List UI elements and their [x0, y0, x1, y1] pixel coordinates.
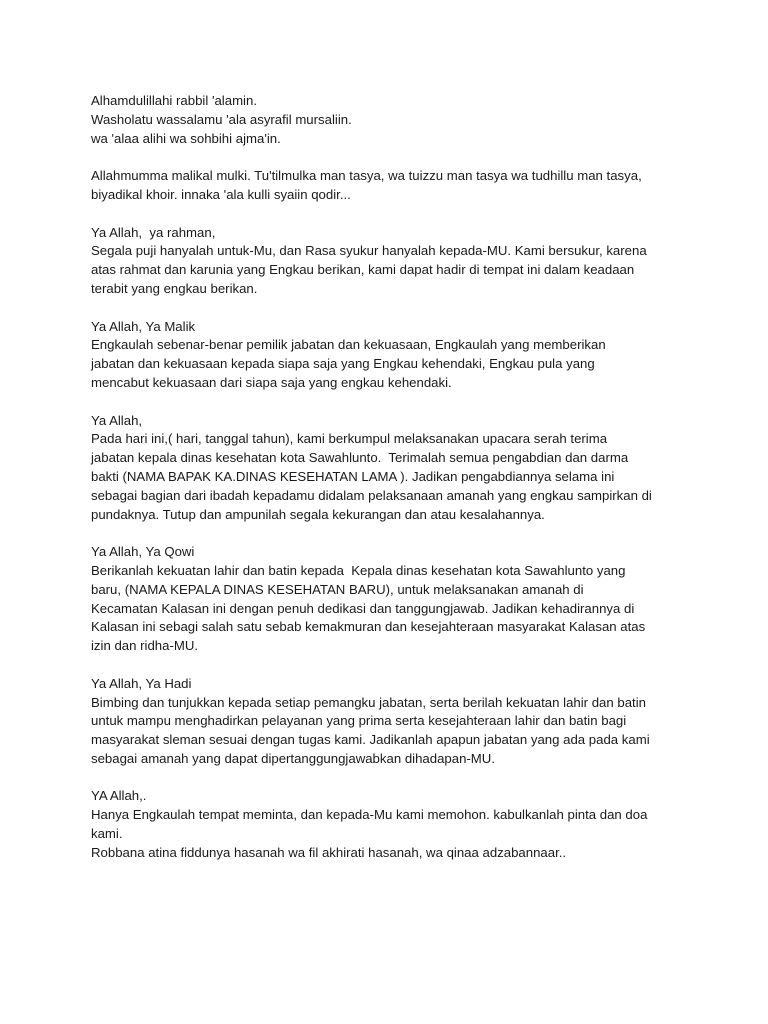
text-line: masyarakat sleman sesuai dengan tugas kami. Jadikanlah apapun jabatan yang ada pada kami [91, 732, 650, 748]
text-line: Segala puji hanyalah untuk-Mu, dan Rasa syukur hanyalah kepada-MU. Kami bersukur, karena [91, 243, 647, 259]
paragraph-malikal-mulki [91, 167, 691, 205]
text-line: Kalasan ini sebagi salah satu sebab kemakmuran dan kesejahteraan masyarakat Kalasan atas [91, 619, 646, 635]
text-line: sebagai amanah yang dapat dipertanggungjawabkan dihadapan-MU. [91, 750, 495, 766]
text-line: Allahmumma malikal mulki. Tu'tilmulka man tasya, wa tuizzu man tasya wa tudhillu man tasya, [91, 168, 642, 184]
text-line: Engkaulah sebenar-benar pemilik jabatan dan kekuasaan, Engkaulah yang memberikan [91, 337, 606, 353]
text-line: atas rahmat dan karunia yang Engkau berikan, kami dapat hadir di tempat ini dalam keadaan [91, 262, 635, 278]
paragraph-ya-rahman [91, 224, 691, 299]
paragraph-heading: Ya Allah, Ya Hadi [91, 675, 192, 691]
paragraph-heading: Ya Allah, Ya Malik [91, 318, 196, 334]
text-line: jabatan kepala dinas kesehatan kota Sawahlunto. Terimalah semua pengabdian dan darma [91, 450, 629, 466]
text-line: izin dan ridha-MU. [91, 638, 199, 654]
text-line: Hanya Engkaulah tempat meminta, dan kepada-Mu kami memohon. kabulkanlah pinta dan doa [91, 807, 648, 823]
text-line: baru, (NAMA KEPALA DINAS KESEHATAN BARU), untuk melaksanakan amanah di [91, 581, 584, 597]
text-line: sebagai bagian dari ibadah kepadamu didalam pelaksanaan amanah yang engkau sampirkan di [91, 487, 652, 503]
text-line: kami. [91, 826, 123, 842]
text-line: biyadikal khoir. innaka 'ala kulli syaiin qodir... [91, 186, 351, 202]
text-line: Robbana atina fiddunya hasanah wa fil akhirati hasanah, wa qinaa adzabannaar.. [91, 844, 567, 860]
text-line: jabatan dan kekuasaan kepada siapa saja yang Engkau kehendaki, Engkau pula yang [91, 356, 595, 372]
text-line: Pada hari ini,( hari, tanggal tahun), kami berkumpul melaksanakan upacara serah terima [91, 431, 608, 447]
text-line: Kecamatan Kalasan ini dengan penuh dedikasi dan tanggungjawab. Jadikan kehadirannya di [91, 600, 635, 616]
text-line: Bimbing dan tunjukkan kepada setiap pemangku jabatan, serta berilah kekuatan lahir dan batin [91, 694, 646, 710]
paragraph-closing [91, 787, 691, 862]
paragraph-heading: Ya Allah, [91, 412, 143, 428]
paragraph-heading: YA Allah,. [91, 788, 147, 804]
text-line: untuk mampu menghadirkan pelayanan yang prima serta kesejahteraan lahir dan batin bagi [91, 713, 627, 729]
paragraph-heading: Ya Allah, Ya Qowi [91, 544, 195, 560]
text-line: bakti (NAMA BAPAK KA.DINAS KESEHATAN LAMA ). Jadikan pengabdiannya selama ini [91, 468, 615, 484]
paragraph-serah-terima [91, 412, 691, 525]
text-line: Alhamdulillahi rabbil 'alamin. [91, 93, 257, 108]
paragraph-opening [91, 92, 691, 148]
text-line: terabit yang engkau berikan. [91, 280, 258, 296]
text-line: Berikanlah kekuatan lahir dan batin kepada Kepala dinas kesehatan kota Sawahlunto yang [91, 562, 626, 578]
paragraph-ya-malik [91, 318, 691, 393]
paragraph-ya-qowi [91, 543, 691, 656]
text-line: pundaknya. Tutup dan ampunilah segala kekurangan dan atau kesalahannya. [91, 506, 545, 522]
text-line: mencabut kekuasaan dari siapa saja yang engkau kehendaki. [91, 374, 452, 390]
text-line: wa 'alaa alihi wa sohbihi ajma'in. [91, 130, 281, 146]
text-line: Washolatu wassalamu 'ala asyrafil mursaliin. [91, 111, 352, 127]
document-body [91, 92, 691, 881]
paragraph-ya-hadi [91, 675, 691, 769]
paragraph-heading: Ya Allah, ya rahman, [91, 224, 216, 240]
